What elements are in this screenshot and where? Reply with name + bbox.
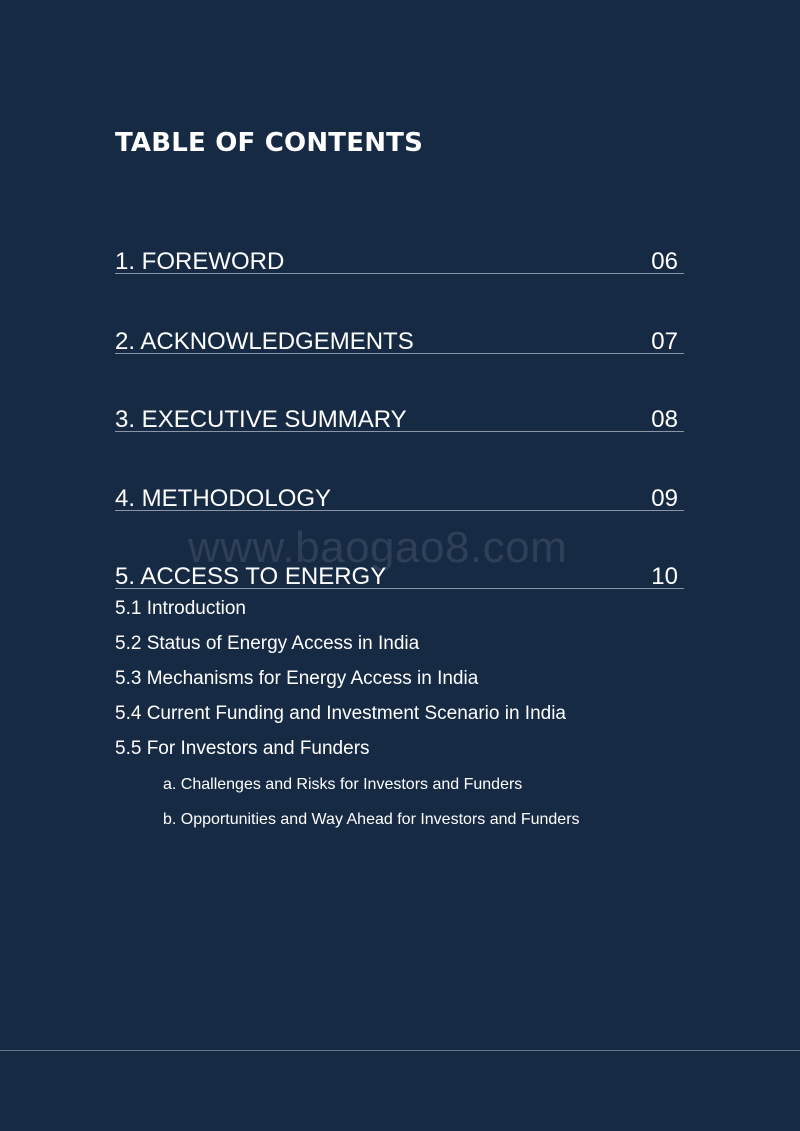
toc-subsubsection-opportunities[interactable]: b. Opportunities and Way Ahead for Investors and Funders bbox=[163, 811, 580, 828]
toc-entry-page-number: 09 bbox=[651, 485, 678, 512]
toc-entry-methodology[interactable] bbox=[115, 478, 684, 511]
toc-entry-label: 5. ACCESS TO ENERGY bbox=[115, 563, 387, 590]
toc-entry-acknowledgements[interactable] bbox=[115, 321, 684, 354]
toc-entry-access-to-energy[interactable] bbox=[115, 556, 684, 589]
toc-subsubsection-challenges-risks[interactable]: a. Challenges and Risks for Investors and Funders bbox=[163, 776, 523, 793]
toc-entry-label: 2. ACKNOWLEDGEMENTS bbox=[115, 328, 414, 355]
toc-entry-foreword[interactable] bbox=[115, 241, 684, 274]
toc-subsection-status-energy-access[interactable]: 5.2 Status of Energy Access in India bbox=[115, 633, 420, 654]
toc-entry-page-number: 07 bbox=[651, 328, 678, 355]
footer-divider bbox=[0, 1050, 800, 1051]
toc-subsection-introduction[interactable]: 5.1 Introduction bbox=[115, 598, 246, 619]
watermark: www.baogao8.com bbox=[188, 523, 568, 572]
toc-entry-label: 4. METHODOLOGY bbox=[115, 485, 332, 512]
toc-entry-page-number: 08 bbox=[651, 406, 678, 433]
toc-entry-page-number: 06 bbox=[651, 248, 678, 275]
page-title: TABLE OF CONTENTS bbox=[115, 128, 424, 158]
toc-subsection-investors-funders[interactable]: 5.5 For Investors and Funders bbox=[115, 738, 370, 759]
toc-entry-page-number: 10 bbox=[651, 563, 678, 590]
toc-entry-label: 3. EXECUTIVE SUMMARY bbox=[115, 406, 407, 433]
toc-subsection-mechanisms[interactable]: 5.3 Mechanisms for Energy Access in India bbox=[115, 668, 479, 689]
toc-entry-label: 1. FOREWORD bbox=[115, 248, 285, 275]
toc-subsection-funding-scenario[interactable]: 5.4 Current Funding and Investment Scenario in India bbox=[115, 703, 566, 724]
toc-entry-executive-summary[interactable] bbox=[115, 399, 684, 432]
